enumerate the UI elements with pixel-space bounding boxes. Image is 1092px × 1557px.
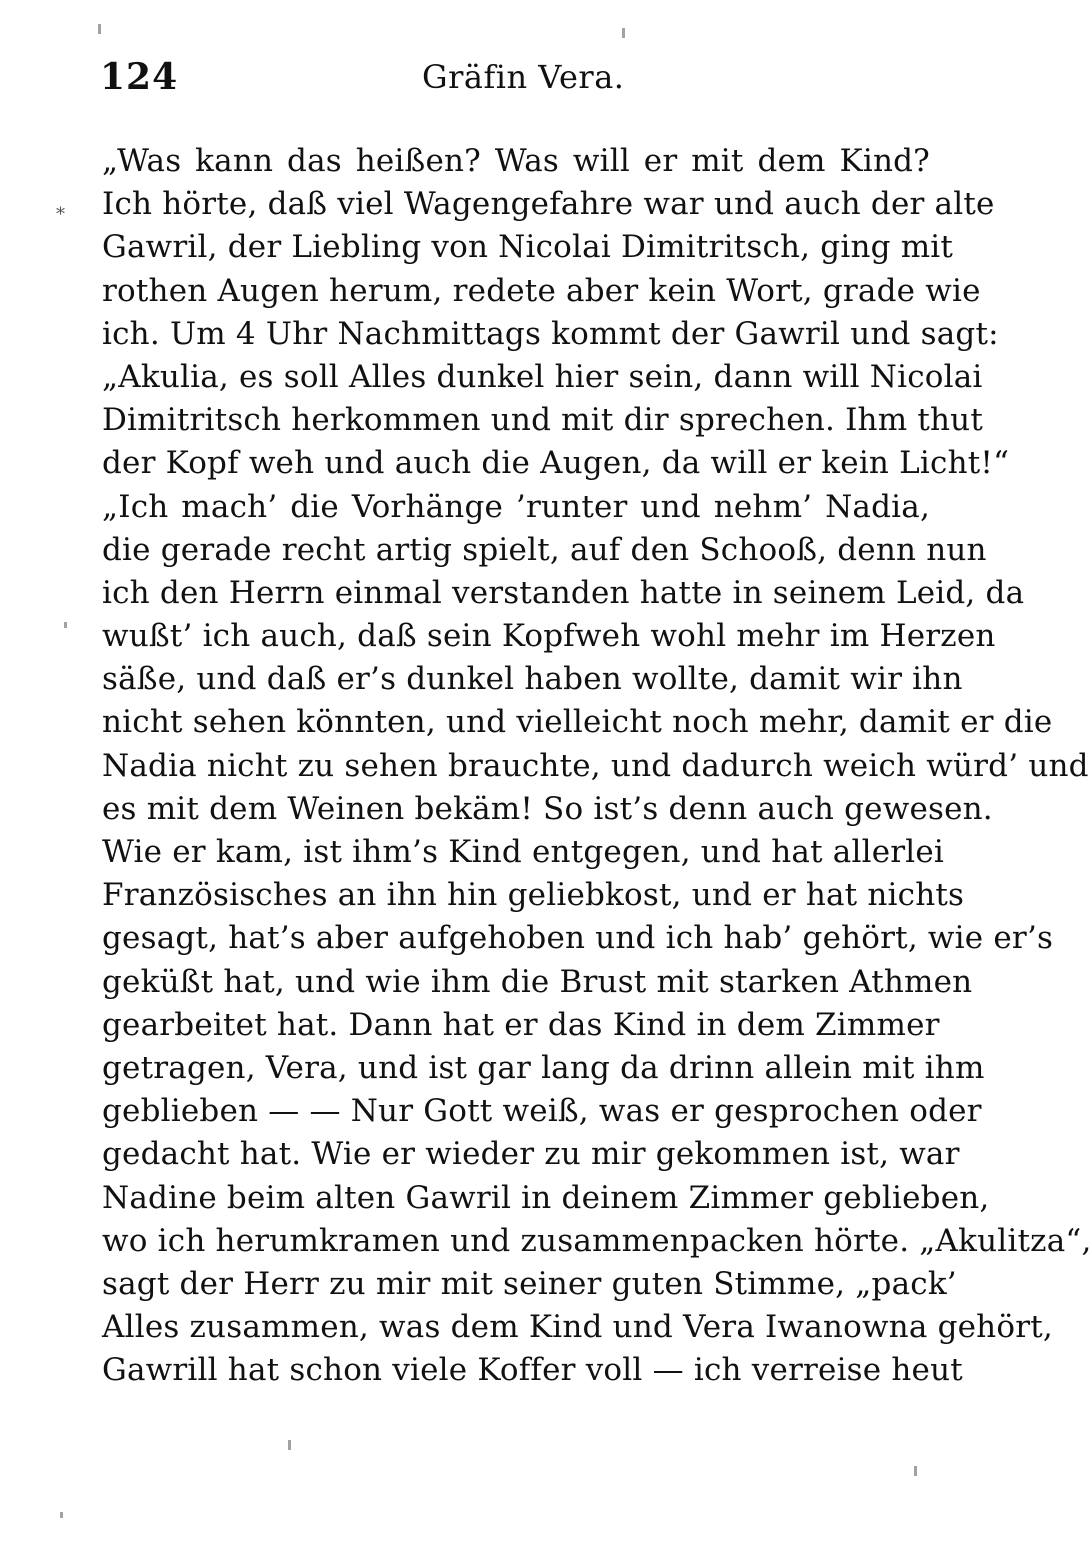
scan-speck (60, 1512, 63, 1518)
text-line: sagt der Herr zu mir mit seiner guten Stimme, „pack’ (102, 1265, 957, 1302)
text-line: gedacht hat. Wie er wieder zu mir gekommen ist, war (102, 1136, 960, 1173)
text-line: Nadine beim alten Gawril in deinem Zimmer geblieben, (102, 1179, 990, 1216)
page-number: 124 (100, 56, 179, 98)
text-line: „Ich mach’ die Vorhänge ’runter und nehm’ Nadia, (102, 488, 930, 525)
page-header (100, 52, 930, 102)
text-line: gesagt, hat’s aber aufgehoben und ich hab’ gehört, wie er’s (102, 920, 1054, 957)
text-line: Gawril, der Liebling von Nicolai Dimitritsch, ging mit (102, 229, 954, 266)
scan-speck (622, 28, 625, 38)
text-line: wußt’ ich auch, daß sein Kopfweh wohl mehr im Herzen (102, 618, 996, 655)
text-line: Französisches an ihn hin geliebkost, und er hat nichts (102, 877, 965, 914)
text-line: geküßt hat, und wie ihm die Brust mit starken Athmen (102, 963, 973, 1000)
text-line: Nadia nicht zu sehen brauchte, und dadurch weich würd’ und (102, 747, 1089, 784)
scan-speck (288, 1440, 291, 1450)
margin-mark: * (56, 204, 65, 225)
text-line: Alles zusammen, was dem Kind und Vera Iwanowna gehört, (102, 1309, 1053, 1346)
text-line: Wie er kam, ist ihm’s Kind entgegen, und hat allerlei (102, 834, 945, 870)
text-line: „Akulia, es soll Alles dunkel hier sein, dann will Nicolai (102, 358, 983, 395)
text-line: geblieben — — Nur Gott weiß, was er gesprochen oder (102, 1093, 982, 1130)
scan-speck (914, 1466, 917, 1476)
text-line: nicht sehen könnten, und vielleicht noch mehr, damit er die (102, 704, 1053, 741)
text-line: Gawrill hat schon viele Koffer voll — ich verreise heut (102, 1352, 963, 1389)
text-line: „Was kann das heißen? Was will er mit dem Kind? (102, 143, 930, 179)
text-line: säße, und daß er’s dunkel haben wollte, damit wir ihn (102, 661, 963, 698)
text-line: gearbeitet hat. Dann hat er das Kind in dem Zimmer (102, 1006, 940, 1043)
text-line: die gerade recht artig spielt, auf den Schooß, denn nun (102, 531, 987, 568)
body-text (102, 140, 1092, 1392)
scan-speck (64, 622, 67, 628)
text-line: ich den Herrn einmal verstanden hatte in seinem Leid, da (102, 574, 1025, 611)
text-line: rothen Augen herum, redete aber kein Wort, grade wie (102, 272, 981, 309)
running-head: Gräfin Vera. (422, 58, 625, 96)
text-line: Ich hörte, daß viel Wagengefahre war und auch der alte (102, 186, 995, 223)
text-line: es mit dem Weinen bekäm! So ist’s denn auch gewesen. (102, 790, 993, 827)
text-line: Dimitritsch herkommen und mit dir sprechen. Ihm thut (102, 402, 984, 439)
text-line: ich. Um 4 Uhr Nachmittags kommt der Gawril und sagt: (102, 315, 999, 352)
text-line: der Kopf weh und auch die Augen, da will er kein Licht!“ (102, 445, 1010, 482)
text-line: getragen, Vera, und ist gar lang da drinn allein mit ihm (102, 1049, 985, 1086)
text-line: wo ich herumkramen und zusammenpacken hörte. „Akulitza“, (102, 1222, 1092, 1259)
scan-speck (98, 24, 101, 34)
